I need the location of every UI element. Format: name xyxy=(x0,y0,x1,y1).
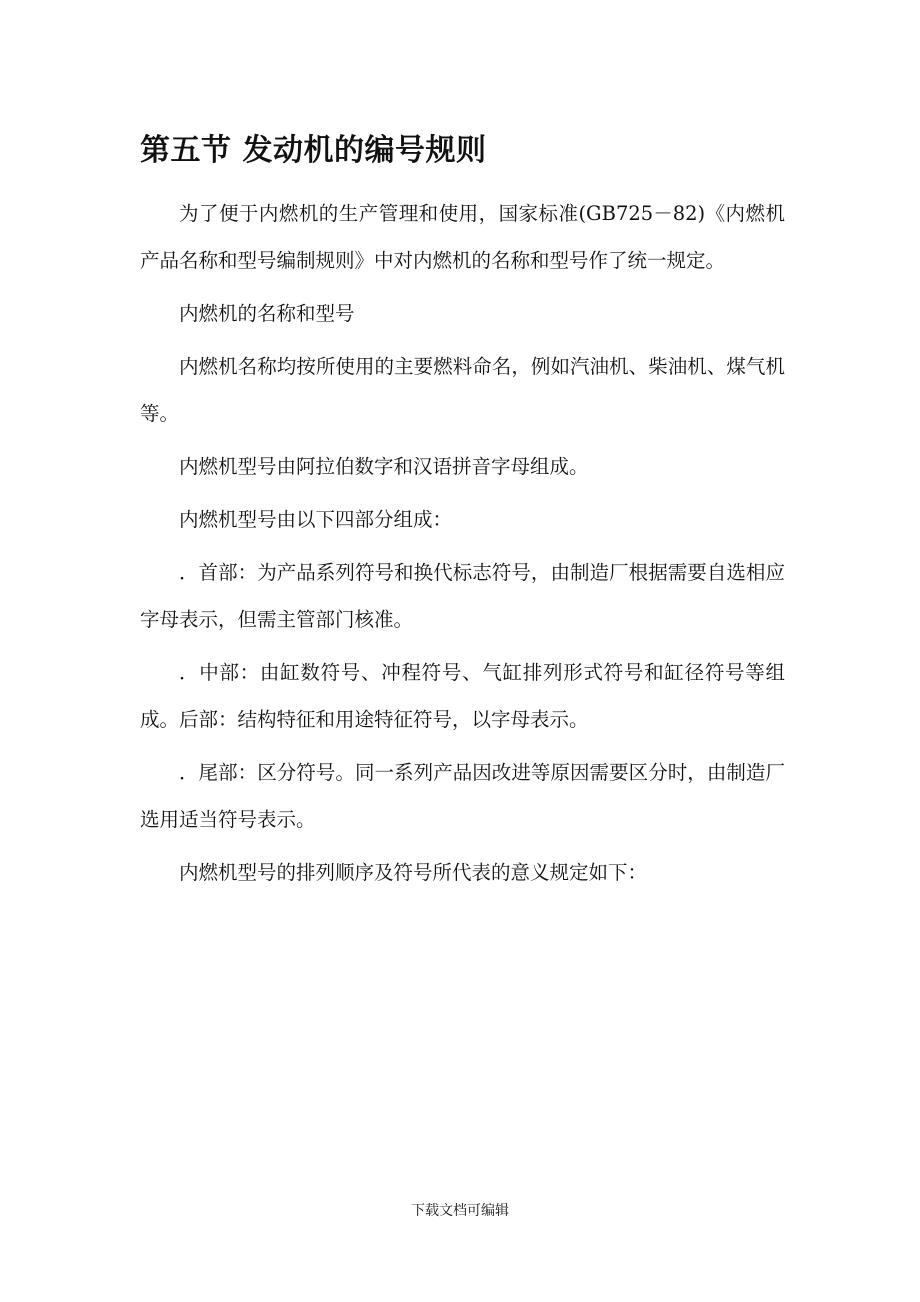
paragraph-middle-part: ．中部：由缸数符号、冲程符号、气缸排列形式符号和缸径符号等组成。后部：结构特征和用途特征符号，以字母表示。 xyxy=(140,661,785,731)
paragraph-name-and-model: 内燃机的名称和型号 xyxy=(179,302,355,325)
paragraph-naming: 内燃机名称均按所使用的主要燃料命名，例如汽油机、柴油机、煤气机等。 xyxy=(140,355,785,425)
paragraph-order: 内燃机型号的排列顺序及符号所代表的意义规定如下： xyxy=(179,861,648,884)
page-footer: 下载文档可编辑 xyxy=(411,1203,509,1219)
paragraph-head-part: ．首部：为产品系列符号和换代标志符号，由制造厂根据需要自选相应字母表示，但需主管部门核准。 xyxy=(140,561,785,631)
paragraph-intro: 为了便于内燃机的生产管理和使用，国家标准(GB725－82)《内燃机产品名称和型号编制规则》中对内燃机的名称和型号作了统一规定。 xyxy=(140,202,785,272)
section-title: 第五节 发动机的编号规则 xyxy=(140,133,487,168)
document-body xyxy=(140,128,785,902)
paragraph-model-composition: 内燃机型号由阿拉伯数字和汉语拼音字母组成。 xyxy=(179,455,589,478)
paragraph-four-parts: 内燃机型号由以下四部分组成： xyxy=(179,508,453,531)
paragraph-tail-part: ．尾部：区分符号。同一系列产品因改进等原因需要区分时，由制造厂选用适当符号表示。 xyxy=(140,761,785,831)
